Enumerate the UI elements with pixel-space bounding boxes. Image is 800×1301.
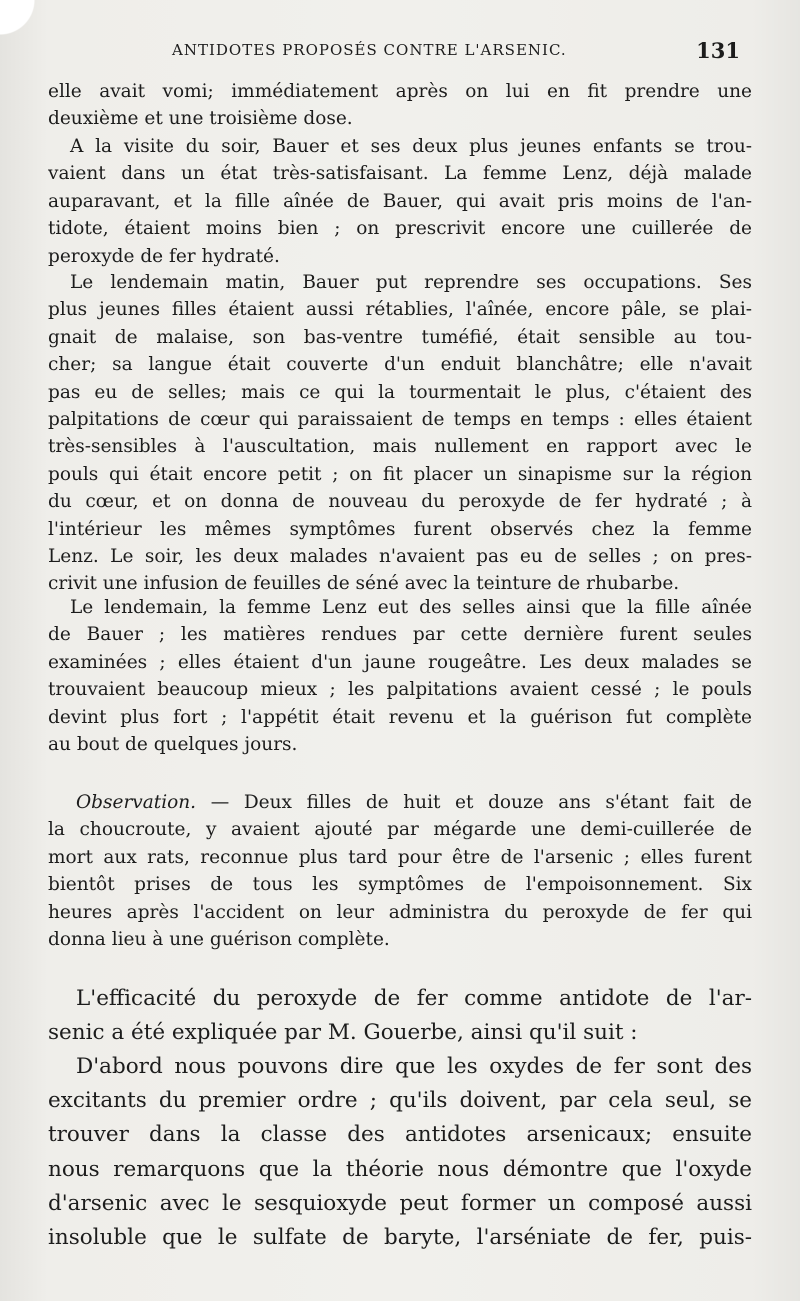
text-line: palpitations de cœur qui paraissaient de temps en temps : elles étaient xyxy=(48,408,752,430)
paragraph-efficacy xyxy=(48,982,752,1050)
paragraph-theory xyxy=(48,1050,752,1255)
running-title: ANTIDOTES PROPOSÉS CONTRE L'ARSENIC. xyxy=(172,41,567,59)
text-line: senic a été expliquée par M. Gouerbe, ainsi qu'il suit : xyxy=(48,1020,638,1046)
text-line: la choucroute, y avaient ajouté par mégarde une demi-cuillerée de xyxy=(48,819,752,841)
text-line: cher; sa langue était couverte d'un enduit blanchâtre; elle n'avait xyxy=(48,354,752,376)
text-line: crivit une infusion de feuilles de séné avec la teinture de rhubarbe. xyxy=(48,573,680,595)
text-line: elle avait vomi; immédiatement après on lui en fit prendre une xyxy=(48,81,752,102)
observation-label: Observation. xyxy=(76,792,197,813)
text-line: au bout de quelques jours. xyxy=(48,733,298,755)
observation-first-line: — Deux filles de huit et douze ans s'étant fait de xyxy=(196,792,752,813)
text-line: Le lendemain, la femme Lenz eut des selles ainsi que la fille aînée xyxy=(70,597,752,618)
text-line: trouver dans la classe des antidotes arsenicaux; ensuite xyxy=(48,1122,752,1148)
text-line: peroxyde de fer hydraté. xyxy=(48,245,280,267)
text-line: d'arsenic avec le sesquioxyde peut former un composé aussi xyxy=(48,1190,752,1216)
running-header xyxy=(172,38,752,62)
text-line: insoluble que le sulfate de baryte, l'arséniate de fer, puis- xyxy=(48,1224,752,1250)
text-line: Lenz. Le soir, les deux malades n'avaient pas eu de selles ; on pres- xyxy=(48,545,752,567)
text-line: pouls qui était encore petit ; on fit placer un sinapisme sur la région xyxy=(48,463,752,485)
text-line: de Bauer ; les matières rendues par cette dernière furent seules xyxy=(48,624,752,646)
torn-corner xyxy=(0,0,40,40)
text-line: L'efficacité du peroxyde de fer comme antidote de l'ar- xyxy=(76,986,752,1011)
page-number: 131 xyxy=(696,38,740,63)
text-line: nous remarquons que la théorie nous démontre que l'oxyde xyxy=(48,1156,752,1182)
text-line: gnait de malaise, son bas-ventre tuméfié, était sensible au tou- xyxy=(48,326,752,348)
text-line: A la visite du soir, Bauer et ses deux plus jeunes enfants se trou- xyxy=(70,136,752,157)
text-line: donna lieu à une guérison complète. xyxy=(48,928,390,950)
observation-paragraph xyxy=(48,789,752,953)
text-line: bientôt prises de tous les symptômes de l'empoisonnement. Six xyxy=(48,874,752,896)
text-line xyxy=(48,789,752,816)
paragraph-evening-visit xyxy=(48,133,752,270)
text-line: deuxième et une troisième dose. xyxy=(48,108,353,130)
paragraph-following-day xyxy=(48,594,752,758)
paragraph-continuation xyxy=(48,78,752,133)
text-line: Le lendemain matin, Bauer put reprendre ses occupations. Ses xyxy=(70,272,752,293)
text-line: D'abord nous pouvons dire que les oxydes de fer sont des xyxy=(76,1054,752,1079)
text-line: auparavant, et la fille aînée de Bauer, qui avait pris moins de l'an- xyxy=(48,190,752,212)
text-line: examinées ; elles étaient d'un jaune rougeâtre. Les deux malades se xyxy=(48,651,752,673)
text-line: devint plus fort ; l'appétit était revenu et la guérison fut complète xyxy=(48,706,752,728)
text-line: très-sensibles à l'auscultation, mais nullement en rapport avec le xyxy=(48,436,752,458)
text-line: vaient dans un état très-satisfaisant. La femme Lenz, déjà malade xyxy=(48,163,752,185)
text-line: plus jeunes filles étaient aussi rétablies, l'aînée, encore pâle, se plai- xyxy=(48,299,752,321)
text-line: pas eu de selles; mais ce qui la tourmentait le plus, c'étaient des xyxy=(48,381,752,403)
text-line: heures après l'accident on leur administra du peroxyde de fer qui xyxy=(48,901,752,923)
text-line: l'intérieur les mêmes symptômes furent observés chez la femme xyxy=(48,518,752,540)
text-line: excitants du premier ordre ; qu'ils doivent, par cela seul, se xyxy=(48,1088,752,1114)
text-line: tidote, étaient moins bien ; on prescrivit encore une cuillerée de xyxy=(48,218,752,240)
text-line: trouvaient beaucoup mieux ; les palpitations avaient cessé ; le pouls xyxy=(48,679,752,701)
text-line: mort aux rats, reconnue plus tard pour être de l'arsenic ; elles furent xyxy=(48,846,752,868)
paragraph-next-morning xyxy=(48,269,752,598)
text-line: du cœur, et on donna de nouveau du peroxyde de fer hydraté ; à xyxy=(48,491,752,513)
